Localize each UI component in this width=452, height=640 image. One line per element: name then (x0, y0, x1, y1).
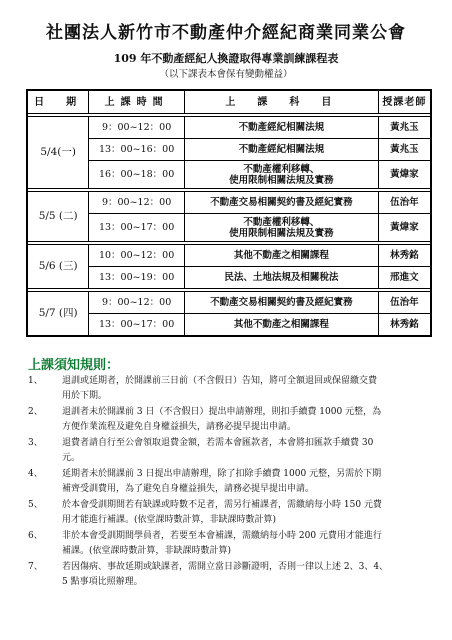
header-date: 日 期 (27, 90, 89, 114)
course-cell: 不動產交易相關契約書及經紀實務 (184, 292, 378, 314)
course-cell: 不動產權利移轉、 使用限制相關法規及實務 (184, 214, 378, 242)
teacher-cell: 林秀銘 (378, 245, 431, 267)
table-row (27, 117, 431, 139)
time-cell: 9：00~12：00 (89, 292, 185, 314)
table-row (27, 245, 431, 267)
rule-number: 6、 (28, 531, 43, 541)
document-title: 社團法人新竹市不動產仲介經紀商業同業公會 (46, 23, 406, 43)
rule-text: 退訓者未於開課前 3 日（不含假日）提出申請辦理，則扣手續費 1000 元整，為 方便作業流程及避免自身權益損失，請務必提早提出申請。 (62, 407, 382, 432)
course-cell: 不動產權利移轉、 使用限制相關法規及實務 (184, 161, 378, 189)
date-cell: 5/6 (三) (27, 245, 89, 289)
table-row (27, 192, 431, 214)
course-cell: 其他不動產之相關課程 (184, 245, 378, 267)
rule-number: 7、 (28, 562, 43, 572)
course-cell: 民法、土地法規及相關稅法 (184, 267, 378, 289)
teacher-cell: 林秀銘 (378, 314, 431, 337)
rule-number: 5、 (28, 500, 43, 510)
rule-text: 若因傷病、事故延期或缺課者，需開立當日診斷證明，否則一律以上述 2、3、4、 5 點事項比照辦理。 (62, 562, 389, 587)
table-row (27, 292, 431, 314)
teacher-cell: 黃煒家 (378, 214, 431, 242)
time-cell: 9：00~12：00 (89, 117, 185, 139)
teacher-cell: 邢進文 (378, 267, 431, 289)
rule-text: 退費者請自行至公會領取退費金額，若需本會匯款者，本會將扣匯款手續費 30 元。 (62, 438, 374, 463)
date-cell: 5/7 (四) (27, 292, 89, 337)
rule-text: 退訓或延期者，於開課前三日前（不含假日）告知，將可全額退回或保留繳交費 用於下期。 (62, 376, 378, 401)
course-cell: 不動產交易相關契約書及經紀實務 (184, 192, 378, 214)
rule-text: 非於本會受訓期間學員者，若要至本會補課，需繳納每小時 200 元費用才能進行 補課。(依堂課時數計算，非缺課時數計算) (62, 531, 382, 556)
document-note: （以下課表本會保有變動權益） (159, 69, 293, 80)
rule-text: 於本會受訓期間若有缺課或時數不足者，需另行補課者，需繳納每小時 150 元費 用才能進行補課。(依堂課時數計算，非缺課時數計算) (62, 500, 382, 525)
time-cell: 10：00~12：00 (89, 245, 185, 267)
teacher-cell: 黃煒家 (378, 161, 431, 189)
course-cell: 不動產經紀相關法規 (184, 139, 378, 161)
document-subtitle: 109 年不動產經紀人換證取得專業訓練課程表 (113, 52, 339, 65)
time-cell: 13：00~17：00 (89, 214, 185, 242)
teacher-cell: 伍治年 (378, 292, 431, 314)
course-cell: 不動產經紀相關法規 (184, 117, 378, 139)
rules-heading: 上課須知規則： (28, 358, 120, 373)
date-cell: 5/5 (二) (27, 192, 89, 242)
rule-number: 4、 (28, 469, 43, 479)
date-cell: 5/4(一) (27, 117, 89, 189)
time-cell: 13：00~16：00 (89, 139, 185, 161)
rule-number: 2、 (28, 407, 43, 417)
schedule-table (26, 89, 432, 337)
header-time: 上課時間 (89, 90, 185, 114)
header-course: 上 課 科 目 (184, 90, 378, 114)
rule-number: 1、 (28, 376, 43, 386)
teacher-cell: 黃兆玉 (378, 139, 431, 161)
rule-number: 3、 (28, 438, 43, 448)
teacher-cell: 伍治年 (378, 192, 431, 214)
time-cell: 9：00~12：00 (89, 192, 185, 214)
time-cell: 16：00~18：00 (89, 161, 185, 189)
teacher-cell: 黃兆玉 (378, 117, 431, 139)
header-teacher: 授課老師 (378, 90, 431, 114)
course-cell: 其他不動產之相關課程 (184, 314, 378, 337)
rule-text: 延期者未於開課前 3 日提出申請辦理，除了扣除手續費 1000 元整，另需於下期 補齊受訓費用，為了避免自身權益損失，請務必提早提出申請。 (62, 469, 382, 494)
time-cell: 13：00~17：00 (89, 314, 185, 337)
time-cell: 13：00~19：00 (89, 267, 185, 289)
